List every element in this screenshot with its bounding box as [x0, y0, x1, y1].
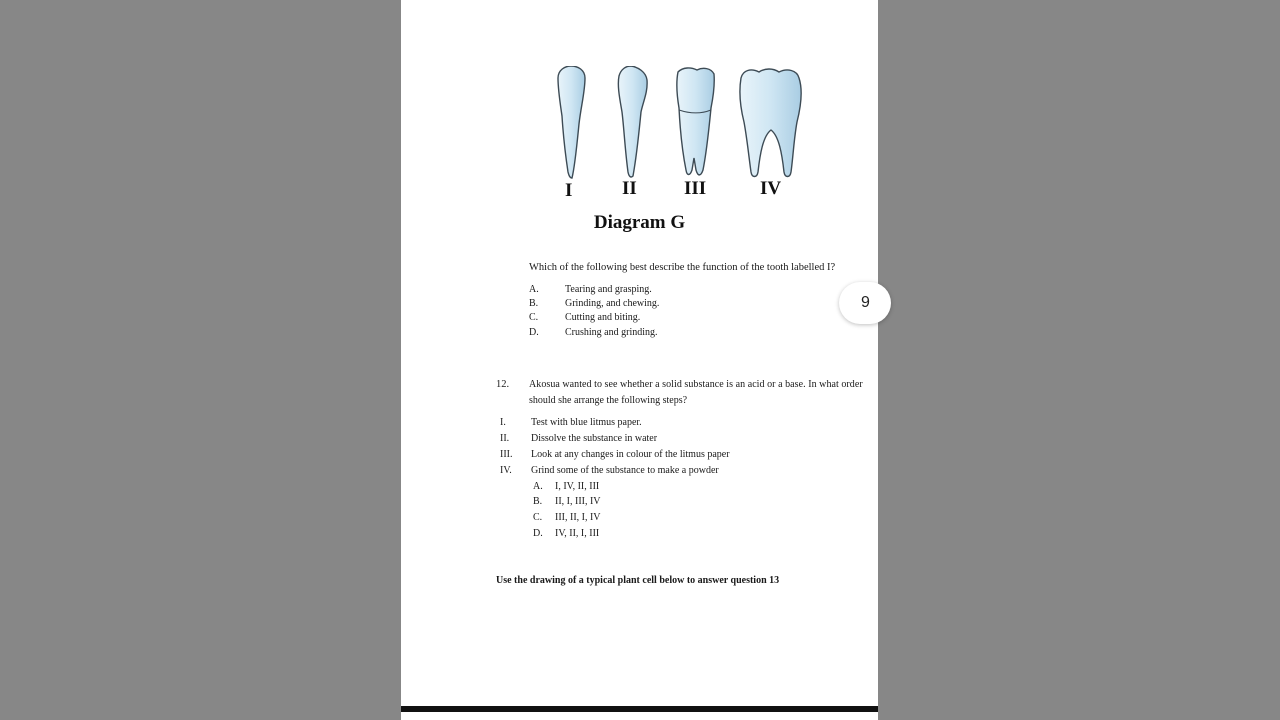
tooth-molar-icon [740, 69, 801, 177]
q12-option-d-letter: D. [533, 528, 543, 539]
q12-step-2-num: II. [500, 433, 510, 444]
q11-option-b-text: Grinding, and chewing. [565, 298, 660, 309]
q12-step-1-text: Test with blue litmus paper. [531, 417, 642, 428]
q12-option-b-text: II, I, III, IV [555, 496, 601, 507]
teeth-diagram [551, 66, 811, 182]
q12-step-3-text: Look at any changes in colour of the litmus paper [531, 449, 730, 460]
q11-option-a-text: Tearing and grasping. [565, 284, 652, 295]
tooth-incisor-icon [618, 66, 647, 177]
q11-question: Which of the following best describe the function of the tooth labelled I? [529, 262, 836, 273]
q11-option-d-text: Crushing and grinding. [565, 327, 658, 338]
page-number-badge[interactable]: 9 [839, 282, 891, 324]
q12-option-c-letter: C. [533, 512, 543, 523]
bottom-divider [401, 706, 878, 712]
tooth-label-ii: II [622, 178, 637, 199]
q11-option-c-letter: C. [529, 312, 539, 323]
tooth-canine-icon [558, 66, 585, 178]
q12-option-d-text: IV, II, I, III [555, 528, 600, 539]
q12-step-4-text: Grind some of the substance to make a powder [531, 465, 719, 476]
q12-option-a-letter: A. [533, 481, 543, 492]
diagram-title: Diagram G [593, 212, 686, 233]
q12-step-3-num: III. [500, 449, 513, 460]
q12-option-c-text: III, II, I, IV [555, 512, 601, 523]
q12-option-a-text: I, IV, II, III [555, 481, 600, 492]
q11-option-a-letter: A. [529, 284, 539, 295]
q12-number: 12. [496, 379, 510, 390]
q13-instruction: Use the drawing of a typical plant cell below to answer question 13 [496, 575, 780, 586]
q11-option-c-text: Cutting and biting. [565, 312, 641, 323]
q12-question-line2: should she arrange the following steps? [529, 395, 688, 406]
q12-step-4-num: IV. [500, 465, 512, 476]
q12-step-1-num: I. [500, 417, 506, 428]
q11-option-d-letter: D. [529, 327, 539, 338]
document-page [401, 0, 878, 720]
tooth-label-iv: IV [760, 178, 782, 199]
tooth-label-i: I [565, 180, 573, 201]
q11-option-b-letter: B. [529, 298, 539, 309]
right-backdrop [878, 0, 1280, 720]
tooth-label-iii: III [684, 178, 707, 199]
q12-step-2-text: Dissolve the substance in water [531, 433, 658, 444]
q12-question-line1: Akosua wanted to see whether a solid substance is an acid or a base. In what order [529, 379, 863, 390]
tooth-premolar-icon [677, 68, 714, 175]
q12-option-b-letter: B. [533, 496, 543, 507]
